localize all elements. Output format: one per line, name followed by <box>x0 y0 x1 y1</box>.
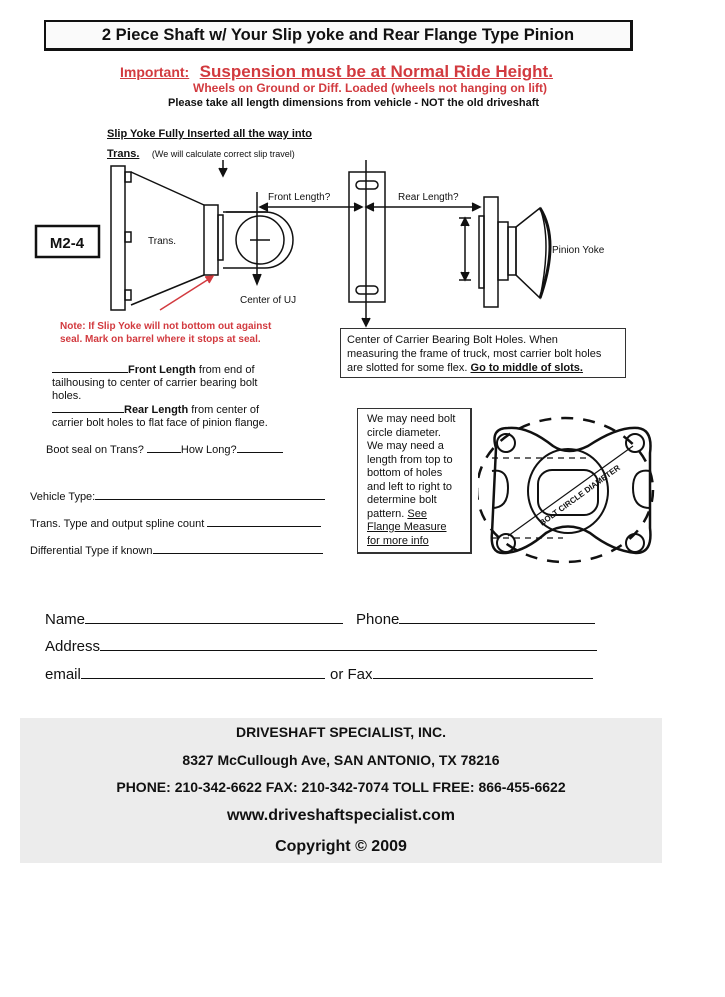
phone-field[interactable] <box>356 610 595 628</box>
flange-measure-link[interactable]: See <box>407 507 427 520</box>
vehicle-type-field[interactable] <box>30 489 325 503</box>
pinion-flange <box>484 197 498 307</box>
diff-type-field[interactable] <box>30 543 323 557</box>
pinion-yoke-label: Pinion Yoke <box>552 245 605 256</box>
copyright: Copyright © 2009 <box>275 838 407 855</box>
model-code: M2-4 <box>49 235 85 252</box>
front-length-title: Front Length <box>128 364 196 376</box>
slip-travel-note: (We will calculate correct slip travel) <box>151 149 295 159</box>
slip-yoke-note <box>60 320 271 346</box>
company-address: 8327 McCullough Ave, SAN ANTONIO, TX 78216 <box>182 752 500 768</box>
boot-seal-field[interactable] <box>46 442 283 456</box>
company-phones: PHONE: 210-342-6622 FAX: 210-342-7074 TOLL FREE: 866-455-6622 <box>116 779 566 795</box>
center-uj-label: Center of UJ <box>240 295 297 306</box>
company-footer <box>20 718 662 863</box>
rear-length-desc: carrier bolt holes to flat face of pinion flange. <box>52 417 268 429</box>
page-title: 2 Piece Shaft w/ Your Slip yoke and Rear Flange Type Pinion <box>44 20 633 51</box>
bolt-circle-diameter-label: BOLT CIRCLE DIAMETER <box>537 463 622 528</box>
front-length-field[interactable] <box>52 362 257 403</box>
bolt-note-line: We may need bolt <box>367 413 456 425</box>
rear-length-label: Rear Length? <box>398 192 459 203</box>
rear-length-field[interactable] <box>52 402 268 430</box>
bolt-note-line: and left to right to <box>367 480 452 493</box>
carrier-note-emphasis: Go to middle of slots. <box>470 362 583 374</box>
front-length-desc: from end of <box>195 364 255 376</box>
bolt-note-line: circle diameter. <box>367 426 441 439</box>
bolt-note-line: determine bolt <box>367 494 437 506</box>
slip-yoke-heading: Slip Yoke Fully Inserted all the way into <box>107 128 312 140</box>
address-label: Address <box>45 638 101 655</box>
email-field[interactable] <box>45 665 325 683</box>
rear-length-title: Rear Length <box>124 404 189 416</box>
company-website[interactable]: www.driveshaftspecialist.com <box>227 807 455 824</box>
name-label: Name <box>45 611 86 628</box>
front-length-label: Front Length? <box>268 192 331 203</box>
how-long-label: How Long? <box>180 444 237 456</box>
trans-type-field[interactable] <box>30 516 321 530</box>
important-label: Important: <box>120 64 190 80</box>
important-notice <box>120 62 553 82</box>
flange-measure-link[interactable]: Flange Measure <box>367 521 447 533</box>
carrier-note-line: Center of Carrier Bearing Bolt Holes. When <box>347 334 558 346</box>
address-field[interactable] <box>45 637 597 655</box>
fax-field[interactable] <box>330 665 593 683</box>
diff-type-label: Differential Type if known <box>30 545 153 557</box>
trans-type-label: Trans. Type and output spline count <box>30 518 205 530</box>
vehicle-type-label: Vehicle Type: <box>30 491 96 503</box>
company-name: DRIVESHAFT SPECIALIST, INC. <box>235 724 447 740</box>
phone-label: Phone <box>356 611 400 628</box>
carrier-note-line: measuring the frame of truck, most carrier bolt holes <box>347 348 602 360</box>
flange-bolt-pattern-diagram <box>478 408 668 583</box>
slip-note-line: Note: If Slip Yoke will not bottom out against <box>60 321 272 332</box>
boot-seal-label: Boot seal on Trans? <box>46 444 144 456</box>
carrier-bearing-note <box>340 328 626 378</box>
carrier-note-line: are slotted for some flex. <box>347 362 468 374</box>
important-text: Suspension must be at Normal Ride Height. <box>199 62 553 81</box>
trans-heading: Trans. <box>107 148 140 160</box>
front-length-desc: tailhousing to center of carrier bearing bolt <box>52 377 258 389</box>
measure-note: Please take all length dimensions from vehicle - NOT the old driveshaft <box>168 97 540 109</box>
bolt-note-line: bottom of holes <box>367 467 443 479</box>
rear-length-desc: from center of <box>188 404 260 416</box>
front-length-desc: holes. <box>52 390 82 402</box>
flange-measure-link[interactable]: for more info <box>367 534 429 547</box>
fax-label: or Fax <box>330 666 373 683</box>
bolt-circle-note <box>357 408 472 554</box>
bolt-note-line: length from top to <box>367 453 453 466</box>
trans-housing <box>111 166 125 310</box>
driveshaft-diagram <box>0 160 725 330</box>
wheels-note: Wheels on Ground or Diff. Loaded (wheels not hanging on lift) <box>193 81 547 95</box>
bolt-note-line: We may need a <box>367 440 444 452</box>
email-label: email <box>45 666 81 683</box>
bolt-note-line: pattern. <box>367 507 405 520</box>
trans-label: Trans. <box>148 236 176 247</box>
name-field[interactable] <box>45 610 343 628</box>
slip-note-line: seal. Mark on barrel where it stops at seal. <box>60 334 261 345</box>
carrier-bearing-plate <box>349 172 385 302</box>
